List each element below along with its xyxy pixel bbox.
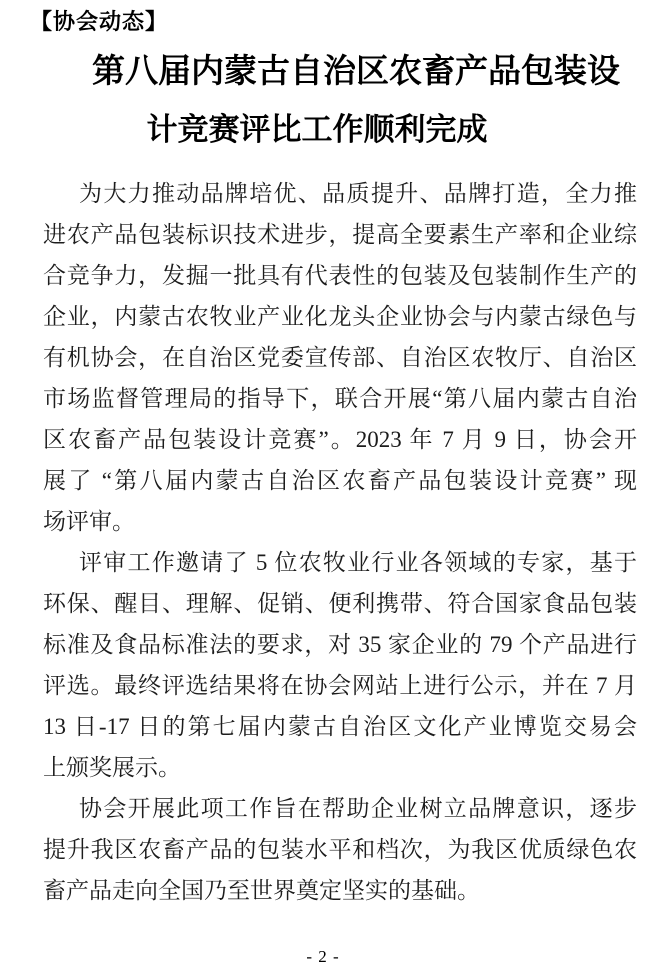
paragraph-line: 畜产品走向全国乃至世界奠定坚实的基础。: [43, 878, 480, 903]
paragraph-line: 上颁奖展示。: [43, 755, 181, 780]
paragraph-line: 协会开展此项工作旨在帮助企业树立品牌意识，逐步: [79, 796, 637, 821]
paragraph-3: [43, 788, 637, 911]
paragraph-line: 13 日-17 日的第七届内蒙古自治区文化产业博览交易会: [43, 714, 637, 739]
paragraph-line: 为大力推动品牌培优、品质提升、品牌打造，全力推: [79, 181, 637, 206]
paragraph-line: 市场监督管理局的指导下，联合开展“第八届内蒙古自治: [43, 386, 637, 411]
paragraph-line: 场评审。: [43, 509, 135, 534]
paragraph-2: [43, 542, 637, 788]
paragraph-line: 进农产品包装标识技术进步，提高全要素生产率和企业综: [43, 222, 637, 247]
paragraph-line: 有机协会，在自治区党委宣传部、自治区农牧厅、自治区: [43, 345, 637, 370]
paragraph-line: 评选。最终评选结果将在协会网站上进行公示，并在 7 月: [43, 673, 637, 698]
paragraph-line: 展了 “第八届内蒙古自治区农畜产品包装设计竞赛” 现: [43, 468, 637, 493]
paragraph-line: 提升我区农畜产品的包装水平和档次，为我区优质绿色农: [43, 837, 637, 862]
paragraph-line: 企业，内蒙古农牧业产业化龙头企业协会与内蒙古绿色与: [43, 304, 637, 329]
paragraph-line: 标准及食品标准法的要求，对 35 家企业的 79 个产品进行: [43, 632, 637, 657]
paragraph-line: 环保、醒目、理解、促销、便利携带、符合国家食品包装: [43, 591, 637, 616]
article-body: [43, 173, 637, 911]
article-title-line-1: 第八届内蒙古自治区农畜产品包装设: [92, 54, 620, 90]
paragraph-line: 区农畜产品包装设计竞赛”。2023 年 7 月 9 日，协会开: [43, 427, 637, 452]
page-number: - 2 -: [306, 947, 340, 966]
section-label: 【协会动态】: [30, 9, 169, 34]
paragraph-line: 评审工作邀请了 5 位农牧业行业各领域的专家，基于: [79, 550, 637, 575]
paragraph-line: 合竞争力，发掘一批具有代表性的包装及包装制作生产的: [43, 263, 637, 288]
article-title-line-2: 计竞赛评比工作顺利完成: [146, 112, 488, 147]
paragraph-1: [43, 173, 637, 542]
